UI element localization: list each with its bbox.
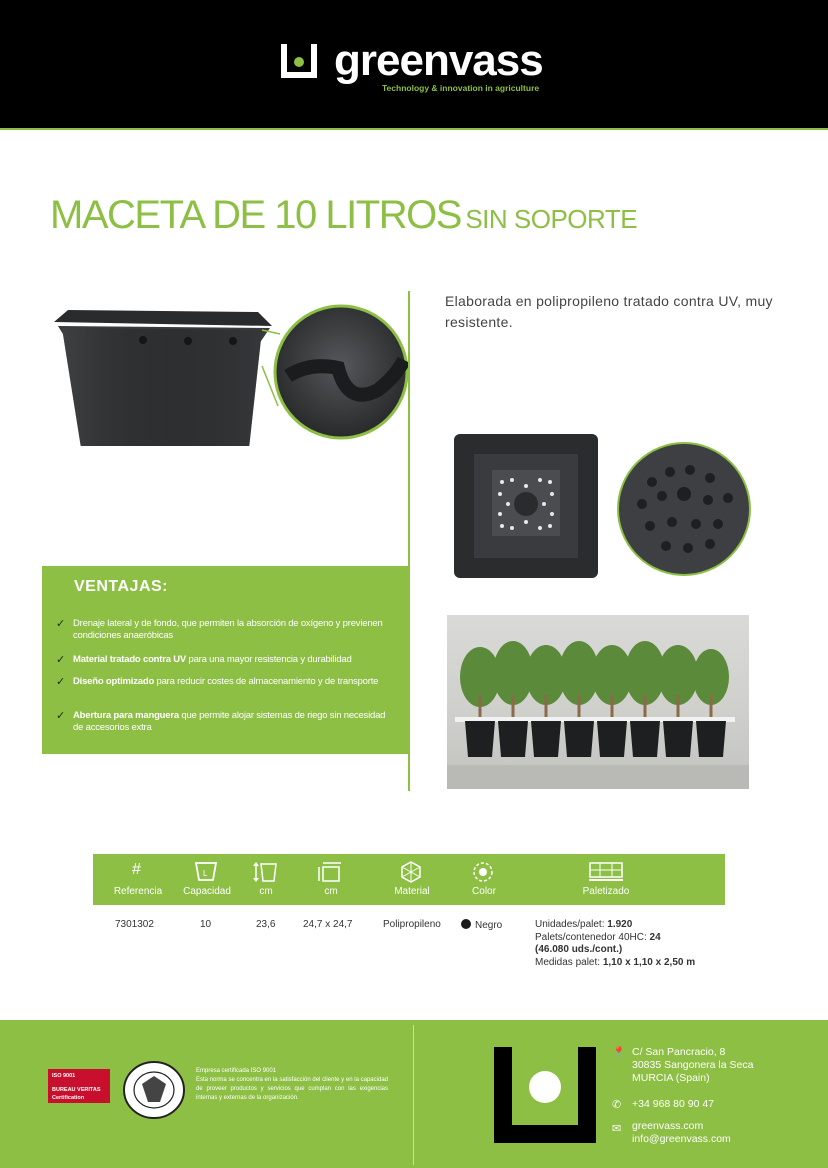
pot-bottom-photo: [452, 432, 752, 580]
header-color: Color: [472, 886, 496, 897]
email-icon: ✉: [612, 1123, 622, 1135]
advantage-text: que permite alojar sistemas de riego sin necesidad de accesorios extra: [73, 710, 386, 733]
brand-name: greenvass: [334, 36, 543, 85]
website-link[interactable]: greenvass.com: [632, 1120, 704, 1132]
advantage-text: Drenaje lateral y de fondo, que permiten la absorción de oxígeno y previenen condiciones anaeróbicas: [73, 618, 383, 641]
greenvass-logo-icon: [281, 44, 317, 78]
width-icon: [317, 861, 343, 883]
location-pin-icon: 📍: [612, 1047, 626, 1059]
contact-phone[interactable]: +34 968 80 90 47: [632, 1098, 715, 1110]
plants-in-pots-photo: [447, 615, 749, 789]
color-name: Negro: [475, 920, 503, 931]
advantage-bold: Diseño optimizado: [73, 676, 155, 687]
cell-referencia: 7301302: [115, 919, 154, 930]
product-title-sub: SIN SOPORTE: [465, 204, 638, 234]
certification-body: Esta norma se concentra en la satisfacción del cliente y en la capacidad de proveer productos y servicios que cumplan con las exigencias internas y externas de la organización.: [196, 1077, 388, 1101]
cell-color: [461, 919, 502, 932]
greenvass-footer-logo-icon: [494, 1047, 596, 1143]
advantage-text: para una mayor resistencia y durabilidad: [186, 654, 352, 665]
checkmark-icon: ✓: [56, 676, 66, 688]
cell-height: 23,6: [256, 919, 276, 930]
product-description: Elaborada en polipropileno tratado contra UV, muy resistente.: [445, 293, 773, 330]
advantage-text: para reducir costes de almacenamiento y de transporte: [154, 676, 379, 687]
pot-product-photo: [48, 296, 418, 446]
cell-material: Polipropileno: [383, 919, 441, 930]
pallet-line: Medidas palet: 1,10 x 1,10 x 2,50 m: [535, 956, 696, 968]
checkmark-icon: ✓: [56, 654, 66, 666]
contact-web: [632, 1120, 731, 1146]
footer-divider: [413, 1025, 414, 1165]
checkmark-icon: ✓: [56, 618, 66, 630]
header-width-unit: cm: [324, 886, 338, 897]
advantages-heading: VENTAJAS:: [74, 578, 168, 595]
height-icon: [252, 861, 278, 883]
advantage-bold: Material tratado contra UV: [73, 654, 187, 665]
iso-certification-badge: ISO 9001 BUREAU VERITAS Certification: [48, 1069, 110, 1103]
header-referencia: Referencia: [113, 886, 163, 897]
hash-icon: #: [132, 861, 141, 878]
phone-icon: ✆: [612, 1099, 622, 1111]
contact-address: C/ San Pancracio, 8 30835 Sangonera la Seca MURCIA (Spain): [632, 1046, 754, 1084]
checkmark-icon: ✓: [56, 710, 66, 722]
header-paletizado: Paletizado: [582, 886, 630, 897]
pallet-details: [535, 919, 695, 969]
product-title: [50, 190, 637, 249]
header-material: Material: [394, 886, 430, 897]
header-height-unit: cm: [259, 886, 273, 897]
cell-capacidad: 10: [200, 919, 212, 930]
email-link[interactable]: info@greenvass.com: [632, 1133, 731, 1145]
color-icon: [472, 861, 494, 883]
certification-title: Empresa certificada ISO 9001: [196, 1068, 277, 1074]
advantage-bold: Abertura para manguera: [73, 710, 179, 721]
pot-capacity-icon: [195, 861, 217, 881]
color-swatch: [461, 919, 471, 929]
material-icon: [400, 861, 422, 883]
cell-size: 24,7 x 24,7: [303, 919, 353, 930]
pallet-line: (46.080 uds./cont.): [535, 944, 623, 955]
pallet-line: Unidades/palet: 1.920: [535, 919, 633, 930]
bureau-veritas-seal-icon: [120, 1060, 188, 1120]
plants-illustration: [447, 615, 749, 789]
brand-tagline: Technology & innovation in agriculture: [382, 83, 540, 93]
certification-text: [196, 1067, 388, 1103]
pallet-line: Palets/contenedor 40HC: 24: [535, 931, 661, 943]
header-capacidad: Capacidad: [183, 886, 231, 897]
svg-text:L: L: [203, 869, 208, 878]
product-title-main: MACETA DE 10 LITROS: [50, 193, 461, 237]
pallet-icon: [588, 861, 624, 883]
